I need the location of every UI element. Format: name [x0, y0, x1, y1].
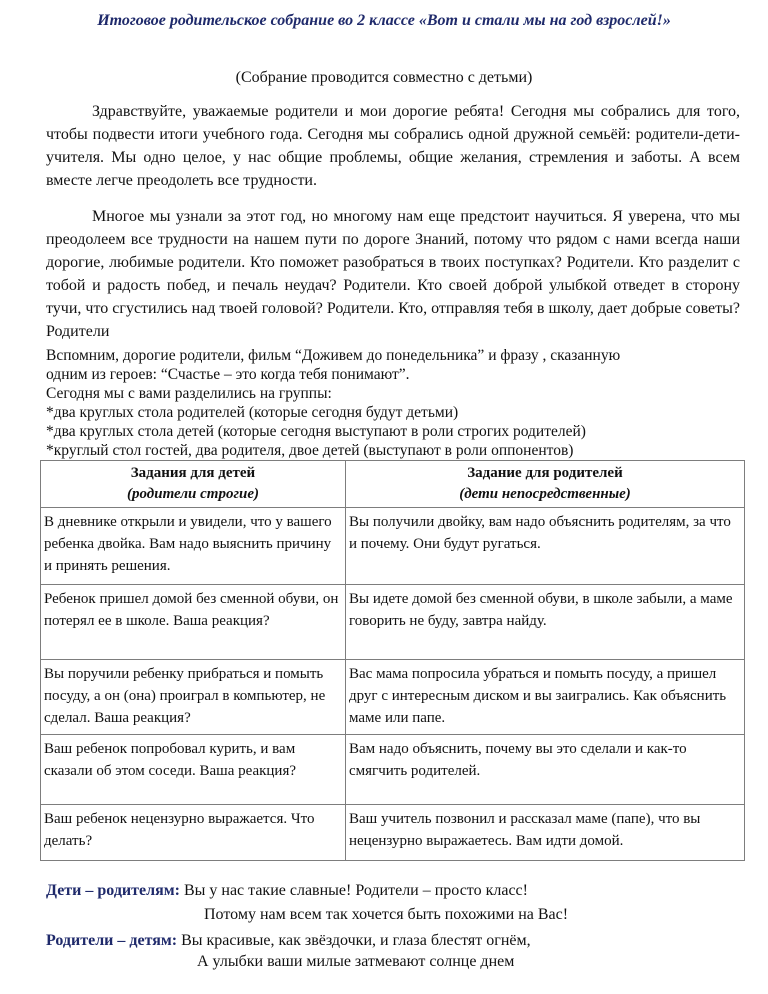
- page-subtitle: (Собрание проводится совместно с детьми): [235, 69, 533, 86]
- header-title: Задания для детей: [130, 465, 256, 481]
- header-children-tasks: [41, 461, 346, 508]
- table-cell-children: Ваш ребенок нецензурно выражается. Что делать?: [41, 805, 346, 861]
- table-row: [41, 805, 745, 861]
- intro-line: Вспомним, дорогие родители, фильм “Доживем до понедельника” и фразу , сказанную: [46, 347, 621, 364]
- intro-line: *два круглых стола детей (которые сегодня выступают в роли строгих родителей): [46, 423, 586, 440]
- closing-children-line-2: Потому нам всем так хочется быть похожими на Вас!: [204, 906, 569, 923]
- header-title: Задание для родителей: [467, 465, 623, 481]
- intro-line: *круглый стол гостей, два родителя, двое детей (выступают в роли оппонентов): [46, 442, 574, 459]
- table-cell-children: Вы поручили ребенку прибраться и помыть посуду, а он (она) проиграл в компьютер, не сделал. Ваша реакция?: [41, 660, 346, 735]
- table-cell-parents: Вас мама попросила убраться и помыть посуду, а пришел друг с интересным диском и вы заигрались. Как объяснить маме или папе.: [346, 660, 745, 735]
- paragraph-parents: Многое мы узнали за этот год, но многому нам еще предстоит научиться. Я уверена, что мы преодолеем все трудности на нашем пути по дороге Знаний, потому что рядом с нами всегда наши дорогие, любимые родители. Кто поможет разобраться в твоих поступках? Родители. Кто разделит с тобой и радость побед, и печаль неудач? Родители. Кто своей доброй улыбкой отведет в сторону тучи, что сгустились над твоей головой? Родители. Кто, отправляя тебя в школу, дает добрые советы? Родители: [46, 208, 740, 340]
- table-cell-children: Ребенок пришел домой без сменной обуви, он потерял ее в школе. Ваша реакция?: [41, 585, 346, 660]
- header-subtitle: (дети непосредственные): [459, 486, 631, 502]
- closing-parents-line: [46, 930, 746, 951]
- intro-line: *два круглых стола родителей (которые сегодня будут детьми): [46, 404, 459, 421]
- table-header-row: [41, 461, 745, 508]
- closing-children-text: Вы у нас такие славные! Родители – просто класс!: [179, 882, 528, 899]
- table-row: [41, 735, 745, 805]
- tasks-table: [40, 460, 745, 861]
- page-title: Итоговое родительское собрание во 2 классе «Вот и стали мы на год взрослей!»: [97, 12, 671, 29]
- closing-children-label: Дети – родителям:: [46, 882, 180, 899]
- closing-parents-line-2: А улыбки ваши милые затмевают солнце днем: [197, 953, 515, 970]
- table-cell-parents: Вы получили двойку, вам надо объяснить родителям, за что и почему. Они будут ругаться.: [346, 508, 745, 585]
- intro-block: [46, 346, 746, 460]
- closing-children-line: [46, 880, 746, 901]
- table-row: [41, 508, 745, 585]
- header-subtitle: (родители строгие): [127, 486, 259, 502]
- table-cell-parents: Вы идете домой без сменной обуви, в школе забыли, а маме говорить не буду, завтра найду.: [346, 585, 745, 660]
- intro-line: одним из героев: “Счастье – это когда тебя понимают”.: [46, 366, 410, 383]
- table-row: [41, 585, 745, 660]
- table-cell-children: Ваш ребенок попробовал курить, и вам сказали об этом соседи. Ваша реакция?: [41, 735, 346, 805]
- header-parent-tasks: [346, 461, 745, 508]
- closing-parents-text: Вы красивые, как звёздочки, и глаза блестят огнём,: [177, 932, 531, 949]
- table-cell-children: В дневнике открыли и увидели, что у вашего ребенка двойка. Вам надо выяснить причину и принять решения.: [41, 508, 346, 585]
- intro-line: Сегодня мы с вами разделились на группы:: [46, 385, 332, 402]
- table-cell-parents: Ваш учитель позвонил и рассказал маме (папе), что вы нецензурно выражаетесь. Вам идти домой.: [346, 805, 745, 861]
- paragraph-greeting: Здравствуйте, уважаемые родители и мои дорогие ребята! Сегодня мы собрались для того, чтобы подвести итоги учебного года. Сегодня мы собрались одной дружной семьёй: родители-дети-учителя. Мы одно целое, у нас общие проблемы, общие желания, стремления и заботы. А всем вместе легче преодолеть все трудности.: [46, 103, 740, 189]
- closing-parents-label: Родители – детям:: [46, 932, 178, 949]
- table-row: [41, 660, 745, 735]
- table-cell-parents: Вам надо объяснить, почему вы это сделали и как-то смягчить родителей.: [346, 735, 745, 805]
